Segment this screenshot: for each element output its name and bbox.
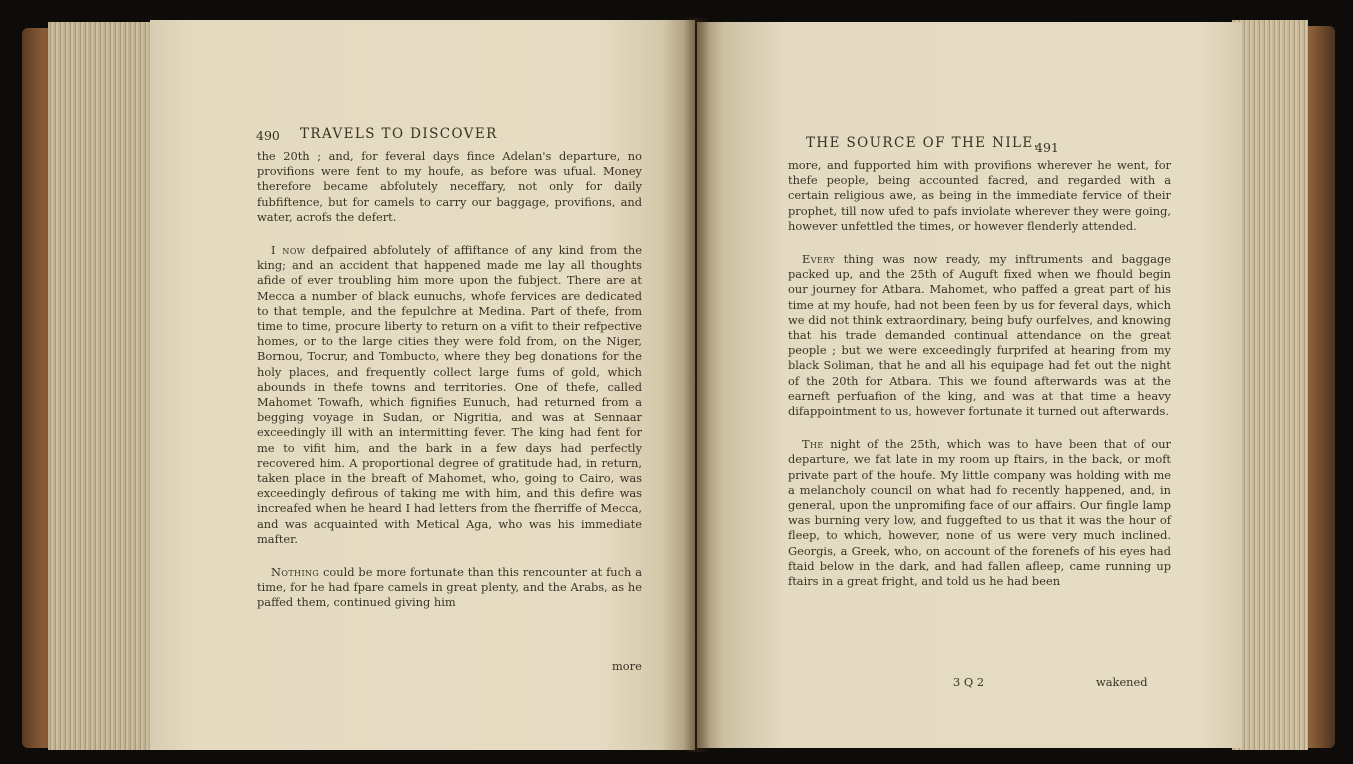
left-running-head: TRAVELS TO DISCOVER [300, 126, 498, 142]
left-paragraph-2: I now defpaired abfolutely of affiftance of any kind from the king; and an accident that happened made me lay all thoughts afide of ever troubling him more upon the fubject. There are at Mecca a number of black eunuchs, whofe fervices are dedicated to that temple, and the fepulchre at Medina. Part of thefe, from time to time, procure liberty to return on a vifit to their refpective homes, or to the large cities they were fold from, on the Niger, Bornou, Tocrur, and Tombucto, where they beg donations for the holy places, and frequently collect large fums of gold, which abounds in thefe towns and territories. One of thefe, called Mahomet Towafh, which fignifies Eunuch, had returned from a begging voyage in Sudan, or Nigritia, and was at Sennaar exceedingly ill with an intermitting fever. The king had fent for me to vifit him, and the bark in a few days had perfectly recovered him. A proportional degree of gratitude had, in return, taken place in the breaft of Mahomet, who, going to Cairo, was exceedingly defirous of taking me with him, and this defire was increafed when he heard I had letters from the fherriffe of Mecca, and was acquainted with Metical Aga, who was his immediate mafter. [257, 243, 642, 546]
page-edges-right [1232, 20, 1308, 750]
right-catchword: wakened [1096, 675, 1148, 689]
right-paragraph-2: Every thing was now ready, my inftruments and baggage packed up, and the 25th of Auguft fixed when we fhould begin our journey for Atbara. Mahomet, who paffed a great part of his time at my houfe, had not been feen by us for feveral days, which we did not think extraordinary, being bufy ourfelves, and knowing that his trade demanded continual attendance on the great people ; but we were exceedingly furprifed at hearing from my black Soliman, that he and all his equipage had fet out the night of the 20th for Atbara. This we found afterwards was at the earneft perfuafion of the king, and was at that time a heavy difappointment to us, however fortunate it turned out afterwards. [788, 252, 1171, 419]
right-paragraph-1: more, and fupported him with provifions wherever he went, for thefe people, being accounted facred, and regarded with a certain religious awe, as being in the immediate fervice of their prophet, till now ufed to pafs inviolate wherever they were going, however unfettled the times, or however flenderly attended. [788, 158, 1171, 233]
left-catchword: more [612, 659, 642, 673]
left-folio: 490 [256, 128, 280, 143]
right-running-head: THE SOURCE OF THE NILE. [806, 135, 1040, 151]
left-paragraph-3: Nothing could be more fortunate than this rencounter at fuch a time, for he had fpare camels in great plenty, and the Arabs, as he paffed them, continued giving him [257, 565, 642, 610]
page-edges-left [48, 22, 160, 750]
right-text-block [788, 158, 1171, 607]
left-paragraph-1: the 20th ; and, for feveral days fince Adelan's departure, no provifions were fent to my houfe, as before was ufual. Money therefore became abfolutely neceffary, not only for daily fubfiftence, but for camels to carry our baggage, provifions, and water, acrofs the defert. [257, 149, 642, 224]
right-paragraph-3: The night of the 25th, which was to have been that of our departure, we fat late in my room up ftairs, in the back, or moft private part of the houfe. My little company was holding with me a melancholy council on what had fo recently happened, and, in general, upon the unpromifing face of our affairs. Our fingle lamp was burning very low, and fuggefted to us that it was the hour of fleep, to which, however, none of us were very much inclined. Georgis, a Greek, who, on account of the forenefs of his eyes had ftaid below in the dark, and had fallen afleep, came running up ftairs in a great fright, and told us he had been [788, 437, 1171, 589]
right-signature-mark: 3 Q 2 [953, 675, 985, 689]
book-gutter [684, 18, 710, 752]
right-folio: 491 [1035, 140, 1059, 155]
left-text-block [257, 149, 642, 629]
